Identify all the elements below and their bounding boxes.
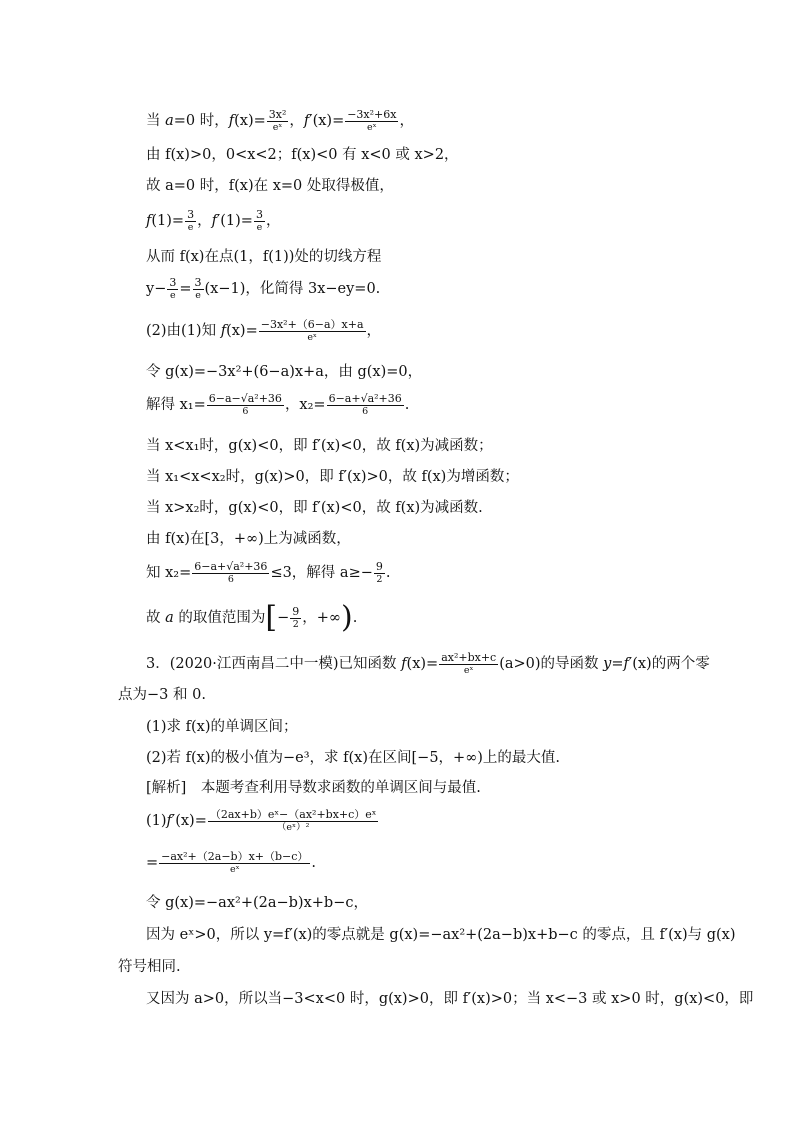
text-span: y− [146,281,167,297]
text-span: (x)= [226,323,258,339]
text-line: 由 f(x)>0，0<x<2；f(x)<0 有 x<0 或 x>2， [146,147,459,163]
numerator: 3 [169,276,177,289]
denominator: eˣ [463,665,474,676]
denominator: e [256,222,263,233]
text-line [146,600,358,635]
text-span: (x)= [406,656,439,672]
text-line: (1)求 f(x)的单调区间； [146,719,298,735]
fraction [374,560,385,586]
text-line: 符号相同. [118,959,181,975]
text-span: 知 x₂= [146,565,192,581]
numerator: ax²+bx+c [441,651,497,664]
fraction [267,108,289,134]
text-span: . [311,855,317,871]
fraction [193,276,204,302]
var: f [401,656,407,672]
denominator: eˣ [229,864,240,875]
left-bracket: [ [265,600,278,635]
numerator: 6−a+√a²+36 [194,560,268,573]
text-line [146,651,710,677]
fraction [208,808,379,834]
denominator: eˣ [307,332,317,343]
fraction [327,392,404,418]
text-span: ， [197,213,212,229]
text-span: ，+∞ [302,610,341,626]
text-span: (1)= [151,213,185,229]
text-line: 当 x>x₂时，g(x)<0，即 f′(x)<0，故 f(x)为减函数. [146,500,483,516]
text-span: 的取值范围为 [173,610,266,626]
denominator: 2 [376,574,383,585]
text-line: 从而 f(x)在点(1，f(1))处的切线方程 [146,249,382,265]
text-span: . [404,397,410,413]
text-span: ， [265,213,281,229]
var: f [623,656,629,672]
text-span: ， [366,323,382,339]
var: f [220,323,227,339]
text-line: 当 x<x₁时，g(x)<0，即 f′(x)<0，故 f(x)为减函数； [146,438,493,454]
text-span: 当 [146,113,166,129]
right-bracket: ) [340,600,353,635]
var: f [228,113,235,129]
fraction [159,850,310,876]
text-line [146,392,409,418]
text-span: = [179,281,192,297]
text-line: (2)若 f(x)的极小值为−e³，求 f(x)在区间[−5，+∞)上的最大值. [146,750,561,766]
text-span: = [611,656,624,672]
text-span: ′(x)= [171,813,207,829]
numerator: 3 [194,276,202,289]
numerator: 3x² [268,108,287,121]
fraction [167,276,178,302]
numerator: −ax²+（2a−b）x+（b−c） [161,850,309,863]
text-line: 因为 eˣ>0，所以 y=f′(x)的零点就是 g(x)=−ax²+(2a−b)x+b−c 的零点，且 f′(x)与 g(x) [146,927,736,943]
fraction [439,651,498,677]
text-span: (a>0)的导函数 [499,656,604,672]
fraction [259,318,366,344]
var: f [166,813,172,829]
var: a [165,113,174,129]
text-span: =0 时， [173,113,229,129]
numerator: 6−a+√a²+36 [328,392,402,405]
text-line [146,108,414,134]
numerator: 6−a−√a²+36 [208,392,282,405]
text-line [146,276,380,302]
text-line [146,850,316,876]
fraction [290,605,301,631]
text-span: = [146,855,159,871]
fraction [345,108,398,134]
fraction [192,560,269,586]
text-span: (2)由(1)知 [146,323,221,339]
denominator: eˣ [272,122,283,133]
text-span: ′(x)的两个零 [628,656,710,672]
denominator: e [170,290,176,301]
text-span: 解得 x₁= [146,397,206,413]
text-span: 3．(2020·江西南昌二中一模)已知函数 [146,656,402,672]
text-line: 令 g(x)=−ax²+(2a−b)x+b−c， [146,895,368,911]
numerator: 3 [255,208,263,221]
var: f [211,213,217,229]
var: f [146,213,152,229]
numerator: 3 [187,208,195,221]
text-line: 故 a=0 时，f(x)在 x=0 处取得极值， [146,178,394,194]
denominator: e [195,290,201,301]
text-span: (x−1)，化简得 3x−ey=0. [204,281,381,297]
denominator: e [187,222,194,233]
text-span: ， [399,113,414,129]
numerator: −3x²+（6−a）x+a [260,318,364,331]
text-span: ， [289,113,304,129]
denominator: eˣ [367,122,377,133]
denominator: 2 [292,619,299,630]
text-span: ′(1)= [216,213,253,229]
text-span: . [385,565,391,581]
text-span: . [352,610,358,626]
denominator: 6 [362,406,369,417]
numerator: （2ax+b）eˣ−（ax²+bx+c）eˣ [209,808,377,821]
var: y [603,656,612,672]
text-line: [解析] 本题考查利用导数求函数的单调区间与最值. [146,780,481,796]
text-line: 当 x₁<x<x₂时，g(x)>0，即 f′(x)>0，故 f(x)为增函数； [146,469,519,485]
denominator: 6 [242,406,249,417]
text-span: − [277,610,290,626]
numerator: −3x²+6x [347,108,397,121]
text-span: 故 [146,610,166,626]
text-line [146,808,379,834]
fraction [185,208,196,234]
text-line: 由 f(x)在[3，+∞)上为减函数， [146,531,351,547]
text-line: 令 g(x)=−3x²+(6−a)x+a，由 g(x)=0， [146,364,423,380]
numerator: 9 [375,560,383,573]
text-line: 点为−3 和 0. [118,687,206,703]
text-span: ，x₂= [284,397,326,413]
text-line: 又因为 a>0，所以当−3<x<0 时，g(x)>0，即 f′(x)>0；当 x<−3 或 x>0 时，g(x)<0，即 [146,991,754,1007]
text-span: ′(x)= [309,113,345,129]
text-line [146,560,390,586]
text-span: ≤3，解得 a≥− [270,565,373,581]
fraction [207,392,284,418]
numerator: 9 [292,605,300,618]
var: a [165,610,174,626]
text-line [146,208,280,234]
text-span: (1) [146,813,167,829]
denominator: 6 [227,574,234,585]
denominator: （eˣ）² [276,822,310,833]
text-line [146,318,381,344]
var: f [303,113,310,129]
text-span: (x)= [234,113,266,129]
fraction [254,208,265,234]
